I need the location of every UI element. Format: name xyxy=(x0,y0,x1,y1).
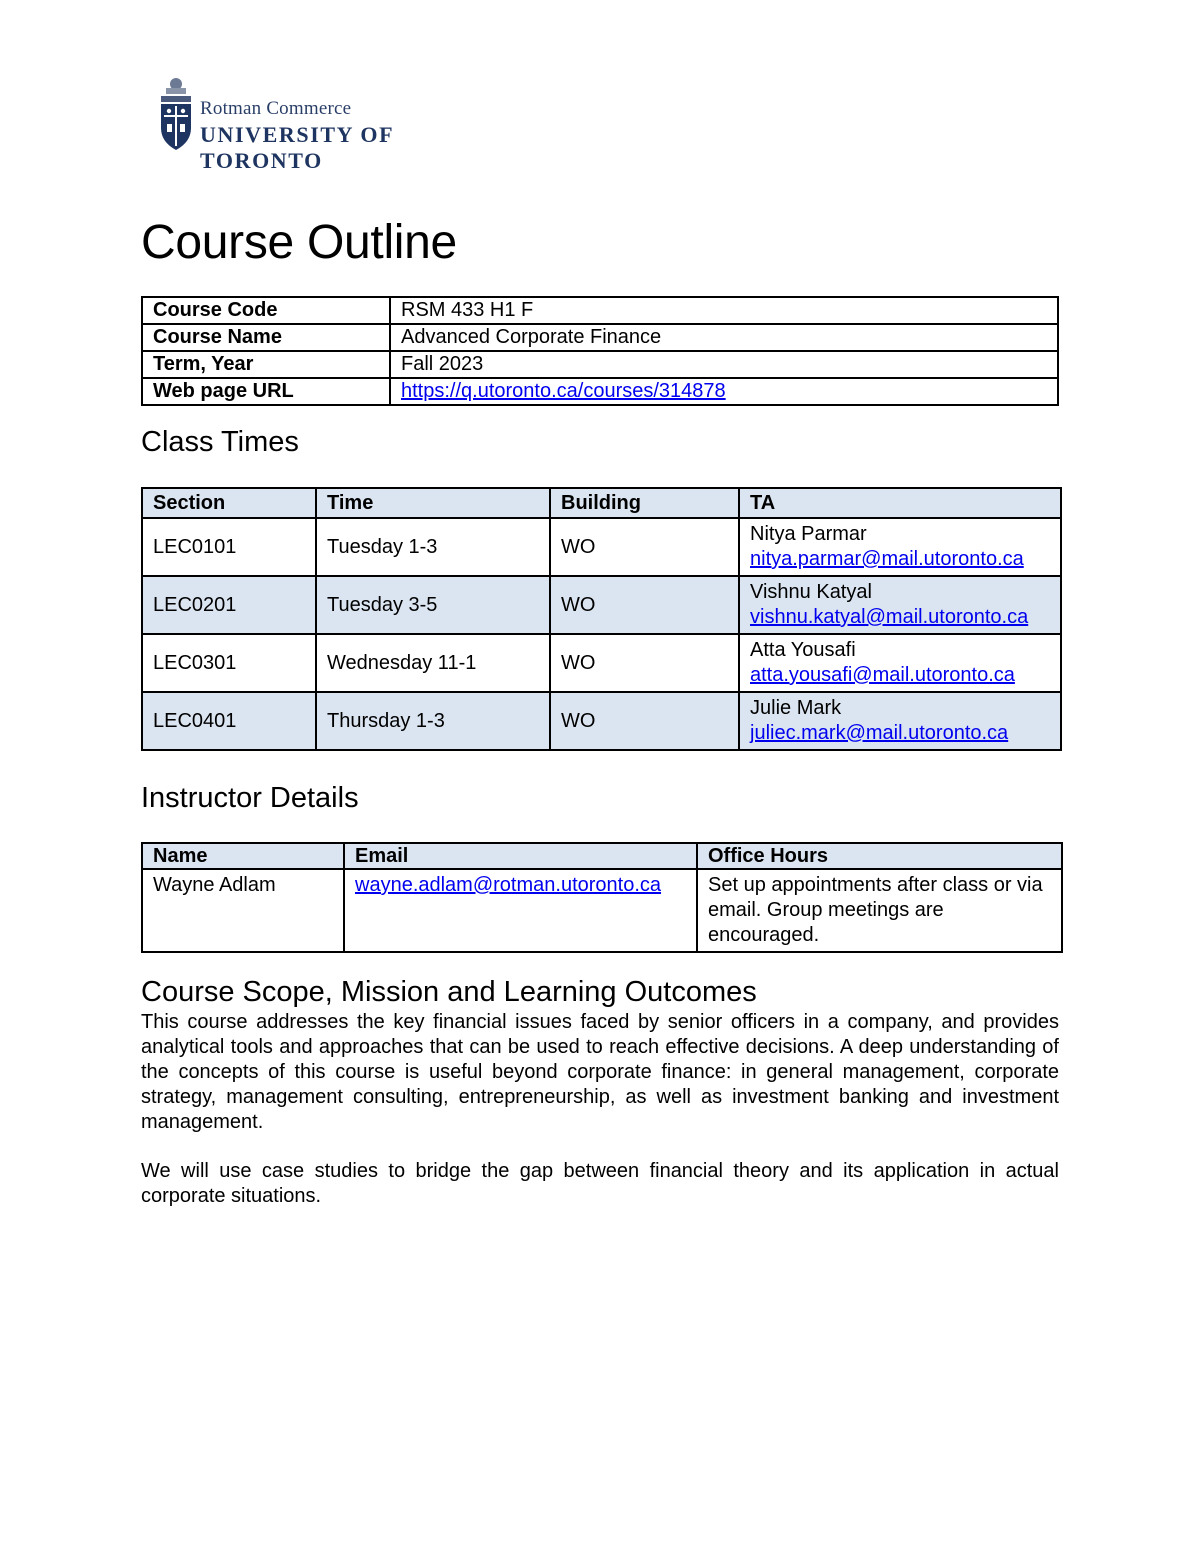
column-header-time: Time xyxy=(316,488,550,518)
instructor-email-link[interactable]: wayne.adlam@rotman.utoronto.ca xyxy=(355,874,662,896)
column-header-ta: TA xyxy=(739,488,1061,518)
column-header-building: Building xyxy=(550,488,739,518)
table-row xyxy=(142,869,1062,952)
ta-cell xyxy=(739,692,1061,750)
time-cell: Thursday 1-3 xyxy=(316,692,550,750)
course-code-label: Course Code xyxy=(142,297,390,324)
web-page-url-cell xyxy=(390,378,1058,405)
scope-paragraph-1: This course addresses the key financial issues faced by senior officers in a company, and provides analytical tools and approaches that can be used to reach effective decisions. A deep understanding of the concepts of this course is useful beyond corporate finance: in general management, corporate strategy, management consulting, entrepreneurship, as well as investment banking and investment management. xyxy=(141,1011,1059,1133)
scope-heading: Course Scope, Mission and Learning Outcomes xyxy=(141,976,757,1008)
crest-icon xyxy=(158,74,194,158)
table-row xyxy=(142,634,1061,692)
scope-paragraph-2: We will use case studies to bridge the gap between financial theory and its application in actual corporate situations. xyxy=(141,1160,1059,1207)
section-cell: LEC0401 xyxy=(142,692,316,750)
column-header-section: Section xyxy=(142,488,316,518)
section-cell: LEC0101 xyxy=(142,518,316,576)
instructor-heading: Instructor Details xyxy=(141,782,359,814)
class-times-table xyxy=(141,487,1062,751)
term-year-value: Fall 2023 xyxy=(390,351,1058,378)
ta-email-link[interactable]: juliec.mark@mail.utoronto.ca xyxy=(750,722,1009,744)
ta-name: Atta Yousafi xyxy=(750,639,856,661)
column-header-name: Name xyxy=(142,843,344,869)
instructor-table xyxy=(141,842,1063,953)
class-times-heading: Class Times xyxy=(141,426,299,458)
building-cell: WO xyxy=(550,518,739,576)
ta-cell xyxy=(739,576,1061,634)
table-row xyxy=(142,518,1061,576)
table-row xyxy=(142,297,1058,324)
building-cell: WO xyxy=(550,692,739,750)
table-row xyxy=(142,324,1058,351)
page-title: Course Outline xyxy=(141,216,457,269)
logo-line2: UNIVERSITY OF TORONTO xyxy=(200,122,394,173)
web-page-url-label: Web page URL xyxy=(142,378,390,405)
instructor-email-cell xyxy=(344,869,697,952)
course-name-value: Advanced Corporate Finance xyxy=(390,324,1058,351)
course-code-value: RSM 433 H1 F xyxy=(390,297,1058,324)
building-cell: WO xyxy=(550,634,739,692)
table-header-row xyxy=(142,488,1061,518)
table-row xyxy=(142,576,1061,634)
course-name-label: Course Name xyxy=(142,324,390,351)
ta-email-link[interactable]: atta.yousafi@mail.utoronto.ca xyxy=(750,664,1015,686)
section-cell: LEC0201 xyxy=(142,576,316,634)
table-row xyxy=(142,351,1058,378)
office-hours: Set up appointments after class or via email. Group meetings are encouraged. xyxy=(697,869,1062,952)
ta-email-link[interactable]: vishnu.katyal@mail.utoronto.ca xyxy=(750,606,1029,628)
table-row xyxy=(142,378,1058,405)
time-cell: Tuesday 3-5 xyxy=(316,576,550,634)
logo-line1: Rotman Commerce xyxy=(200,98,352,119)
table-row xyxy=(142,692,1061,750)
ta-cell xyxy=(739,634,1061,692)
time-cell: Tuesday 1-3 xyxy=(316,518,550,576)
ta-name: Julie Mark xyxy=(750,697,842,719)
instructor-name: Wayne Adlam xyxy=(142,869,344,952)
ta-name: Vishnu Katyal xyxy=(750,581,872,603)
ta-cell xyxy=(739,518,1061,576)
term-year-label: Term, Year xyxy=(142,351,390,378)
column-header-email: Email xyxy=(344,843,697,869)
course-info-table xyxy=(141,296,1059,406)
ta-name: Nitya Parmar xyxy=(750,523,867,545)
section-cell: LEC0301 xyxy=(142,634,316,692)
column-header-office-hours: Office Hours xyxy=(697,843,1062,869)
time-cell: Wednesday 11-1 xyxy=(316,634,550,692)
table-header-row xyxy=(142,843,1062,869)
ta-email-link[interactable]: nitya.parmar@mail.utoronto.ca xyxy=(750,548,1024,570)
rotman-logo xyxy=(158,74,503,173)
building-cell: WO xyxy=(550,576,739,634)
web-page-url-link[interactable]: https://q.utoronto.ca/courses/314878 xyxy=(401,380,726,402)
